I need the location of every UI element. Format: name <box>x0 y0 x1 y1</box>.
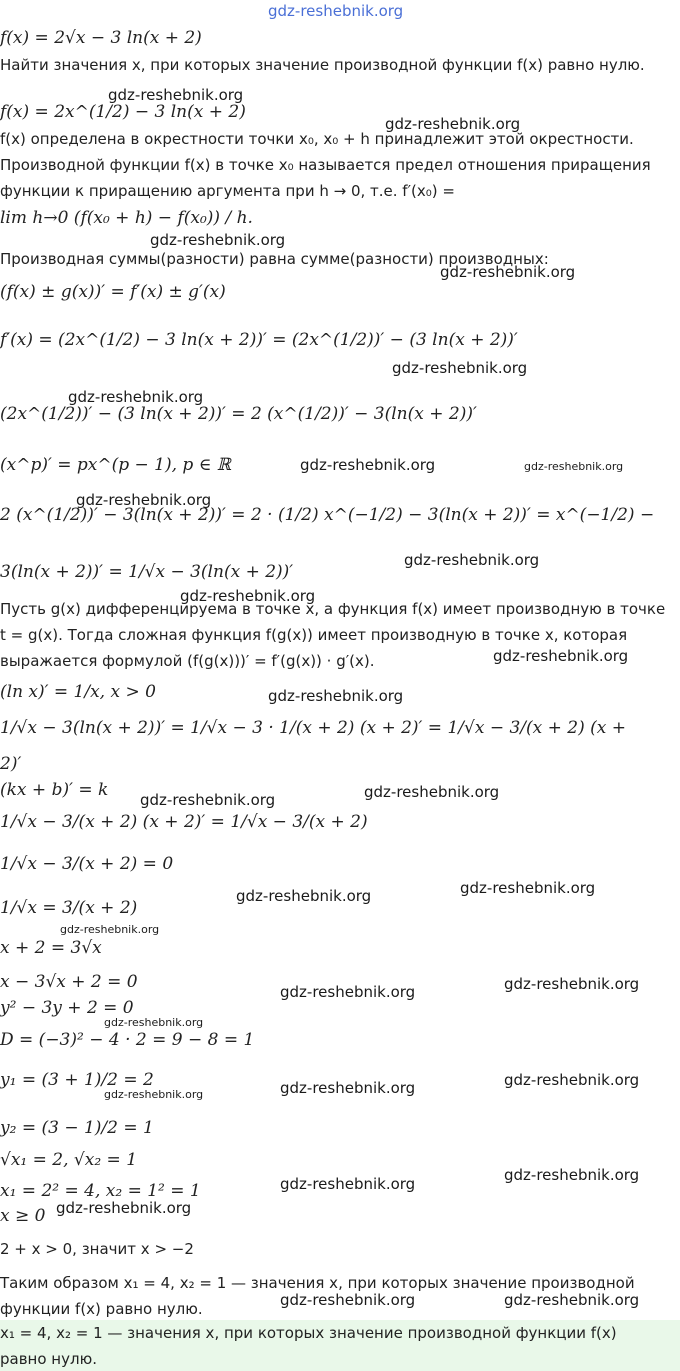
watermark[interactable]: gdz-reshebnik.org <box>104 1088 204 1101</box>
discriminant: D = (−3)² − 4 · 2 = 9 − 8 = 1 <box>0 1030 255 1050</box>
derivative-step: 1/√x − 3/(x + 2) (x + 2)′ = 1/√x − 3/(x + 2) <box>0 812 368 832</box>
watermark[interactable]: gdz-reshebnik.org <box>280 1291 416 1309</box>
watermark[interactable]: gdz-reshebnik.org <box>180 587 316 605</box>
conclusion: функции f(x) равно нулю. <box>0 1300 203 1318</box>
conclusion: Таким образом x₁ = 4, x₂ = 1 — значения x, при которых значение производной <box>0 1274 635 1292</box>
power-rule: (x^p)′ = px^(p − 1), p ∈ ℝ <box>0 455 231 475</box>
watermark[interactable]: gdz-reshebnik.org <box>364 783 500 801</box>
watermark[interactable]: gdz-reshebnik.org <box>280 1079 416 1097</box>
theory-line: выражается формулой (f(g(x)))′ = f′(g(x)) · g′(x). <box>0 652 375 670</box>
watermark[interactable]: gdz-reshebnik.org <box>60 923 160 936</box>
equation-step: y² − 3y + 2 = 0 <box>0 998 134 1018</box>
watermark[interactable]: gdz-reshebnik.org <box>140 791 276 809</box>
watermark[interactable]: gdz-reshebnik.org <box>404 551 540 569</box>
limit-definition: lim h→0 (f(x₀ + h) − f(x₀)) / h. <box>0 208 253 228</box>
derivative-step: 3(ln(x + 2))′ = 1/√x − 3(ln(x + 2))′ <box>0 562 294 582</box>
watermark[interactable]: gdz-reshebnik.org <box>104 1016 204 1029</box>
watermark[interactable]: gdz-reshebnik.org <box>280 983 416 1001</box>
linear-rule: (kx + b)′ = k <box>0 780 109 800</box>
domain-condition: 2 + x > 0, значит x > −2 <box>0 1240 194 1258</box>
watermark[interactable]: gdz-reshebnik.org <box>280 1175 416 1193</box>
answer-box <box>0 1320 680 1371</box>
answer-line: равно нулю. <box>0 1350 97 1368</box>
watermark[interactable]: gdz-reshebnik.org <box>504 1291 640 1309</box>
watermark[interactable]: gdz-reshebnik.org <box>268 687 404 705</box>
derivative-step: (2x^(1/2))′ − (3 ln(x + 2))′ = 2 (x^(1/2))′ − 3(ln(x + 2))′ <box>0 404 477 424</box>
watermark[interactable]: gdz-reshebnik.org <box>56 1199 192 1217</box>
answer-line: x₁ = 4, x₂ = 1 — значения x, при которых значение производной функции f(x) <box>0 1324 617 1342</box>
watermark[interactable]: gdz-reshebnik.org <box>440 263 576 281</box>
derivative-step: 2 (x^(1/2))′ − 3(ln(x + 2))′ = 2 · (1/2) x^(−1/2) − 3(ln(x + 2))′ = x^(−1/2) − <box>0 505 655 525</box>
derivative-step: f′(x) = (2x^(1/2) − 3 ln(x + 2))′ = (2x^(1/2))′ − (3 ln(x + 2))′ <box>0 330 518 350</box>
watermark[interactable]: gdz-reshebnik.org <box>504 975 640 993</box>
derivative-step: 1/√x − 3(ln(x + 2))′ = 1/√x − 3 · 1/(x + 2) (x + 2)′ = 1/√x − 3/(x + 2) (x + <box>0 718 627 738</box>
equation-step: 1/√x − 3/(x + 2) = 0 <box>0 854 174 874</box>
function-power-form: f(x) = 2x^(1/2) − 3 ln(x + 2) <box>0 102 246 122</box>
sum-rule: (f(x) ± g(x))′ = f′(x) ± g′(x) <box>0 282 226 302</box>
root-2: y₂ = (3 − 1)/2 = 1 <box>0 1118 154 1138</box>
theory-line: Пусть g(x) дифференцируема в точке x, а функция f(x) имеет производную в точке <box>0 600 666 618</box>
theory-line: Производной функции f(x) в точке x₀ называется предел отношения приращения <box>0 156 651 174</box>
watermark[interactable]: gdz-reshebnik.org <box>300 456 436 474</box>
watermark[interactable]: gdz-reshebnik.org <box>108 86 244 104</box>
derivative-step: 2)′ <box>0 754 22 774</box>
watermark[interactable]: gdz-reshebnik.org <box>524 460 624 473</box>
theory-line: t = g(x). Тогда сложная функция f(g(x)) имеет производную в точке x, которая <box>0 626 628 644</box>
equation-step: x − 3√x + 2 = 0 <box>0 972 138 992</box>
watermark[interactable]: gdz-reshebnik.org <box>68 388 204 406</box>
equation-step: x₁ = 2² = 4, x₂ = 1² = 1 <box>0 1181 201 1201</box>
watermark[interactable]: gdz-reshebnik.org <box>392 359 528 377</box>
log-rule: (ln x)′ = 1/x, x > 0 <box>0 682 156 702</box>
watermark[interactable]: gdz-reshebnik.org <box>76 491 212 509</box>
equation-step: x + 2 = 3√x <box>0 938 102 958</box>
domain-condition: x ≥ 0 <box>0 1206 46 1226</box>
watermark[interactable]: gdz-reshebnik.org <box>460 879 596 897</box>
theory-line: Производная суммы(разности) равна сумме(разности) производных: <box>0 250 549 268</box>
watermark[interactable]: gdz-reshebnik.org <box>493 647 629 665</box>
task-statement: Найти значения x, при которых значение производной функции f(x) равно нулю. <box>0 56 645 74</box>
equation-step: 1/√x = 3/(x + 2) <box>0 898 138 918</box>
watermark[interactable]: gdz-reshebnik.org <box>504 1166 640 1184</box>
equation-step: √x₁ = 2, √x₂ = 1 <box>0 1150 138 1170</box>
function-definition: f(x) = 2√x − 3 ln(x + 2) <box>0 28 202 48</box>
watermark[interactable]: gdz-reshebnik.org <box>236 887 372 905</box>
theory-line: f(x) определена в окрестности точки x₀, x₀ + h принадлежит этой окрестности. <box>0 130 634 148</box>
watermark[interactable]: gdz-reshebnik.org <box>268 2 404 20</box>
theory-line: функции к приращению аргумента при h → 0, т.е. f′(x₀) = <box>0 182 455 200</box>
watermark[interactable]: gdz-reshebnik.org <box>150 231 286 249</box>
watermark[interactable]: gdz-reshebnik.org <box>504 1071 640 1089</box>
watermark[interactable]: gdz-reshebnik.org <box>385 115 521 133</box>
root-1: y₁ = (3 + 1)/2 = 2 <box>0 1070 154 1090</box>
